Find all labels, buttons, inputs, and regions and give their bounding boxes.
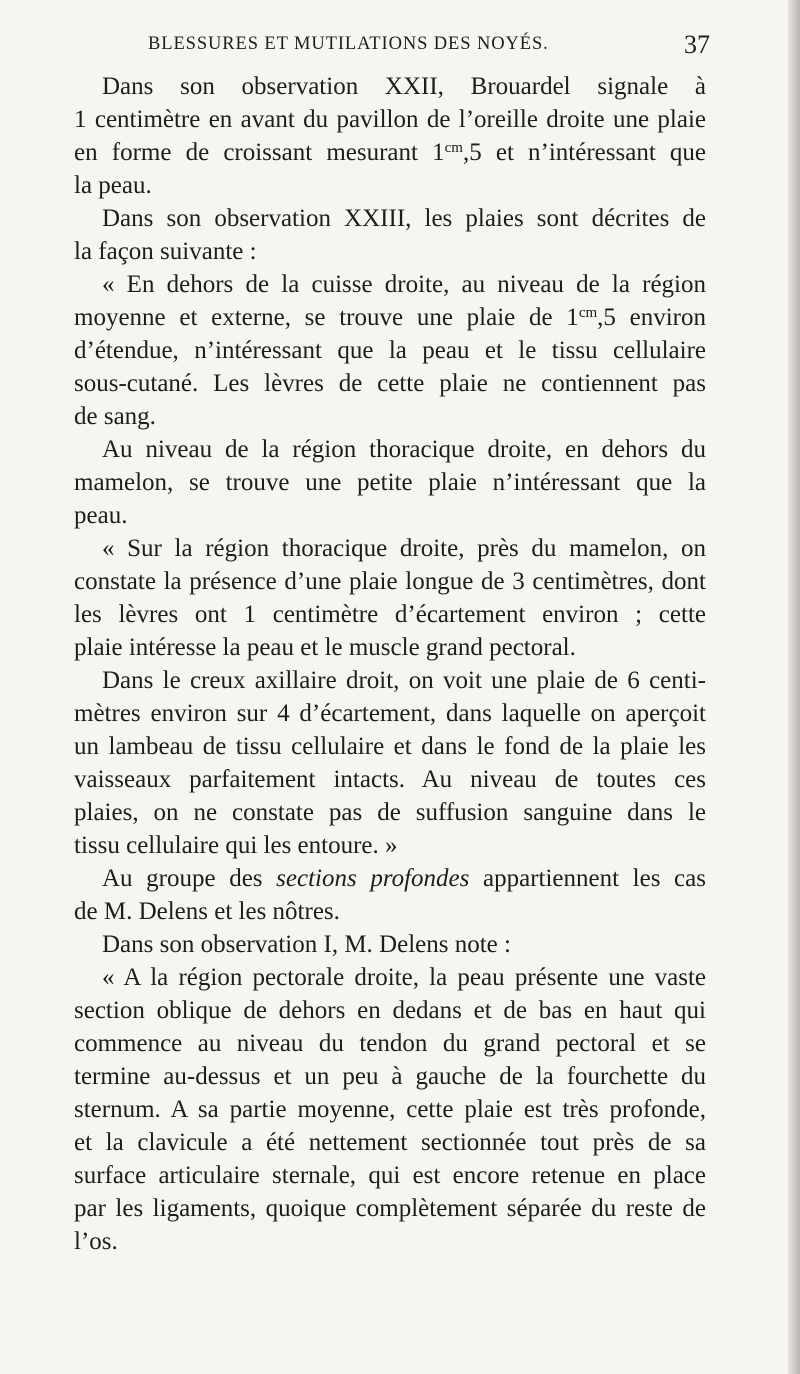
text-line: moyenne et externe, se trouve une plaie de $1^{cm},5$ environ bbox=[74, 304, 706, 331]
running-title: BLESSURES ET MUTILATIONS DES NOYÉS. bbox=[148, 34, 549, 54]
text-line: de M. Delens et les nôtres. bbox=[74, 898, 340, 925]
text-line: Au groupe des sections profondes appartiennent les cas bbox=[102, 865, 706, 892]
paragraph-sections-profondes bbox=[46, 862, 706, 928]
quote-cuisse bbox=[46, 268, 706, 433]
paragraph-observation-xxiii bbox=[46, 202, 706, 268]
text-line: Dans le creux axillaire droit, on voit une plaie de 6 centi- bbox=[102, 667, 706, 694]
text-line: tissu cellulaire qui les entoure. » bbox=[74, 832, 398, 859]
text-line: « A la région pectorale droite, la peau présente une vaste bbox=[102, 964, 706, 991]
page-number: 37 bbox=[684, 30, 710, 59]
unit-superscript: cm bbox=[444, 140, 463, 156]
text-line: Au niveau de la région thoracique droite, en dehors du bbox=[102, 436, 706, 463]
text-line: plaie intéresse la peau et le muscle grand pectoral. bbox=[74, 634, 576, 661]
text-line: surface articulaire sternale, qui est encore retenue en place bbox=[74, 1162, 706, 1189]
paragraph-observation-xxii bbox=[46, 70, 706, 202]
text-line: les lèvres ont 1 centimètre d’écartement environ ; cette bbox=[74, 601, 706, 628]
italic-term: sections profondes bbox=[276, 865, 470, 892]
text-line: « En dehors de la cuisse droite, au niveau de la région bbox=[102, 271, 706, 298]
text-line: commence au niveau du tendon du grand pectoral et se bbox=[74, 1030, 706, 1057]
text-line: par les ligaments, quoique complètement séparée du reste de bbox=[74, 1195, 706, 1222]
body-text bbox=[46, 70, 706, 1258]
text-line: peau. bbox=[74, 502, 128, 529]
text-line: Dans son observation XXII, Brouardel signale à bbox=[102, 73, 706, 100]
text-line: « Sur la région thoracique droite, près du mamelon, on bbox=[102, 535, 706, 562]
text-line: l’os. bbox=[74, 1228, 118, 1255]
text-line: Dans son observation I, M. Delens note : bbox=[102, 931, 511, 958]
paragraph-axillaire bbox=[46, 664, 706, 862]
text-line: d’étendue, n’intéressant que la peau et le tissu cellulaire bbox=[74, 337, 706, 364]
text-line: la peau. bbox=[74, 172, 152, 199]
text-line: sous-cutané. Les lèvres de cette plaie ne contiennent pas bbox=[74, 370, 706, 397]
text-line: termine au-dessus et un peu à gauche de la fourchette du bbox=[74, 1063, 706, 1090]
text-line: plaies, on ne constate pas de suffusion sanguine dans le bbox=[74, 799, 706, 826]
text-line: sternum. A sa partie moyenne, cette plaie est très profonde, bbox=[74, 1096, 706, 1123]
text-line: et la clavicule a été nettement sectionnée tout près de sa bbox=[74, 1129, 706, 1156]
paragraph-delens-observation bbox=[46, 928, 706, 961]
text-line: vaisseaux parfaitement intacts. Au niveau de toutes ces bbox=[74, 766, 706, 793]
text-line: de sang. bbox=[74, 403, 156, 430]
text-line: Dans son observation XXIII, les plaies sont décrites de bbox=[102, 205, 706, 232]
text-line: la façon suivante : bbox=[74, 238, 257, 265]
page-edge-shadow bbox=[788, 0, 800, 1374]
text-line: mamelon, se trouve une petite plaie n’intéressant que la bbox=[74, 469, 706, 496]
text-line: constate la présence d’une plaie longue de 3 centimètres, dont bbox=[74, 568, 706, 595]
page-header bbox=[100, 30, 710, 60]
text-line: en forme de croissant mesurant $1^{cm},5$ et n’intéressant que bbox=[74, 139, 707, 166]
quote-pectorale bbox=[46, 961, 706, 1258]
text-line: section oblique de dehors en dedans et de bas en haut qui bbox=[74, 997, 706, 1024]
text-line: un lambeau de tissu cellulaire et dans le fond de la plaie les bbox=[74, 733, 706, 760]
quote-mamelon bbox=[46, 532, 706, 664]
paragraph-thoracique bbox=[46, 433, 706, 532]
unit-superscript: cm bbox=[578, 305, 598, 321]
text-line: 1 centimètre en avant du pavillon de l’oreille droite une plaie bbox=[74, 106, 706, 133]
text-line: mètres environ sur 4 d’écartement, dans laquelle on aperçoit bbox=[74, 700, 706, 727]
